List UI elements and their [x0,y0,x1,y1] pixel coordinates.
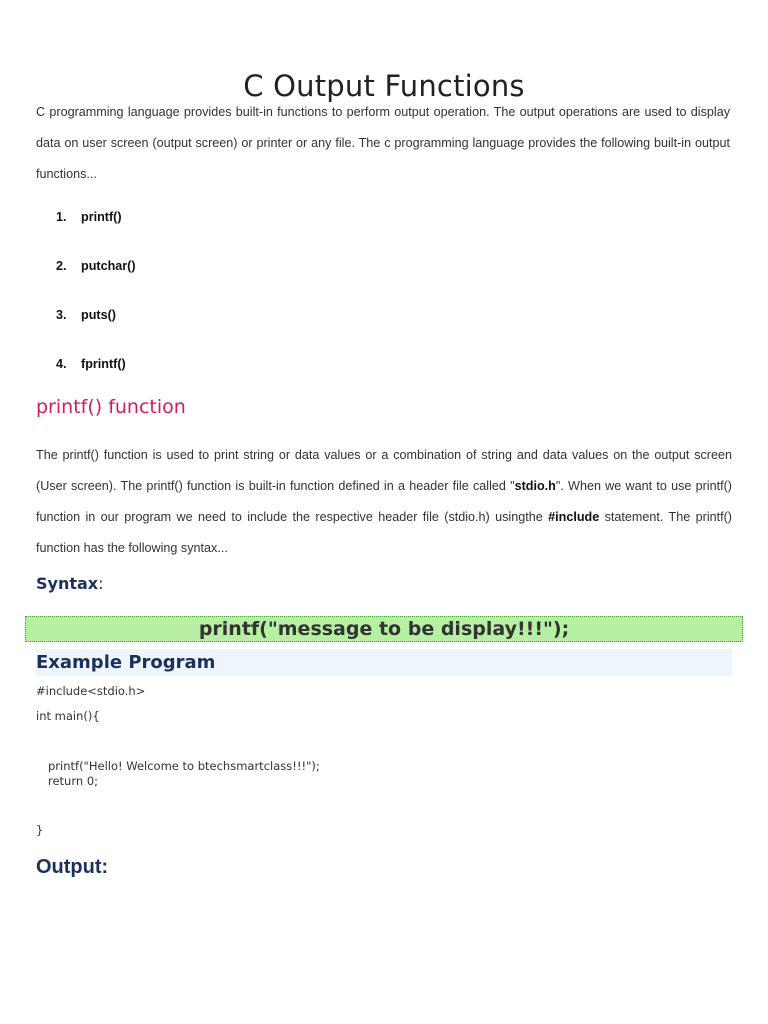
intro-paragraph: C programming language provides built-in functions to perform output operation. The output operations are used to display data on user screen (output screen) or printer or any file. The c programming language provides the following built-in output functions... [36,105,730,181]
list-item-number: 3. [56,308,67,322]
list-item [56,259,136,308]
code-line: printf("Hello! Welcome to btechsmartclass!!!"); [48,759,320,773]
syntax-label: Syntax [36,574,99,593]
syntax-colon: : [98,574,104,593]
list-item-label: putchar() [81,259,136,273]
printf-description [36,440,732,564]
desc-bold-header: stdio.h [514,479,556,493]
list-item [56,308,136,357]
list-item-number: 1. [56,210,67,224]
list-item-number: 4. [56,357,67,371]
syntax-heading [36,574,104,593]
printf-section-heading: printf() function [36,396,186,418]
code-line: #include<stdio.h> [36,684,146,698]
desc-text: ". When we want to use printf() function in our program we need to include the respective header file (stdio.h) usingthe [36,479,732,524]
list-item [56,210,136,259]
list-item-label: fprintf() [81,357,126,371]
output-functions-list [56,210,136,406]
list-item-label: puts() [81,308,116,322]
desc-bold-include: #include [548,510,600,524]
desc-text: statement. The printf() function has the following syntax... [36,510,733,555]
example-program-heading: Example Program [36,649,732,676]
code-line: return 0; [48,774,99,788]
list-item-number: 2. [56,259,67,273]
desc-text: The printf() function is used to print string or data values or a combination of string and data values on the output screen (User screen). The printf() function is built-in function defined in a header file called " [36,448,732,493]
page-title: C Output Functions [243,69,525,104]
output-heading: Output: [36,856,109,878]
code-line: int main(){ [36,709,100,723]
list-item-label: printf() [81,210,122,224]
code-line: } [36,823,44,837]
syntax-code-box: printf("message to be display!!!"); [25,616,743,642]
